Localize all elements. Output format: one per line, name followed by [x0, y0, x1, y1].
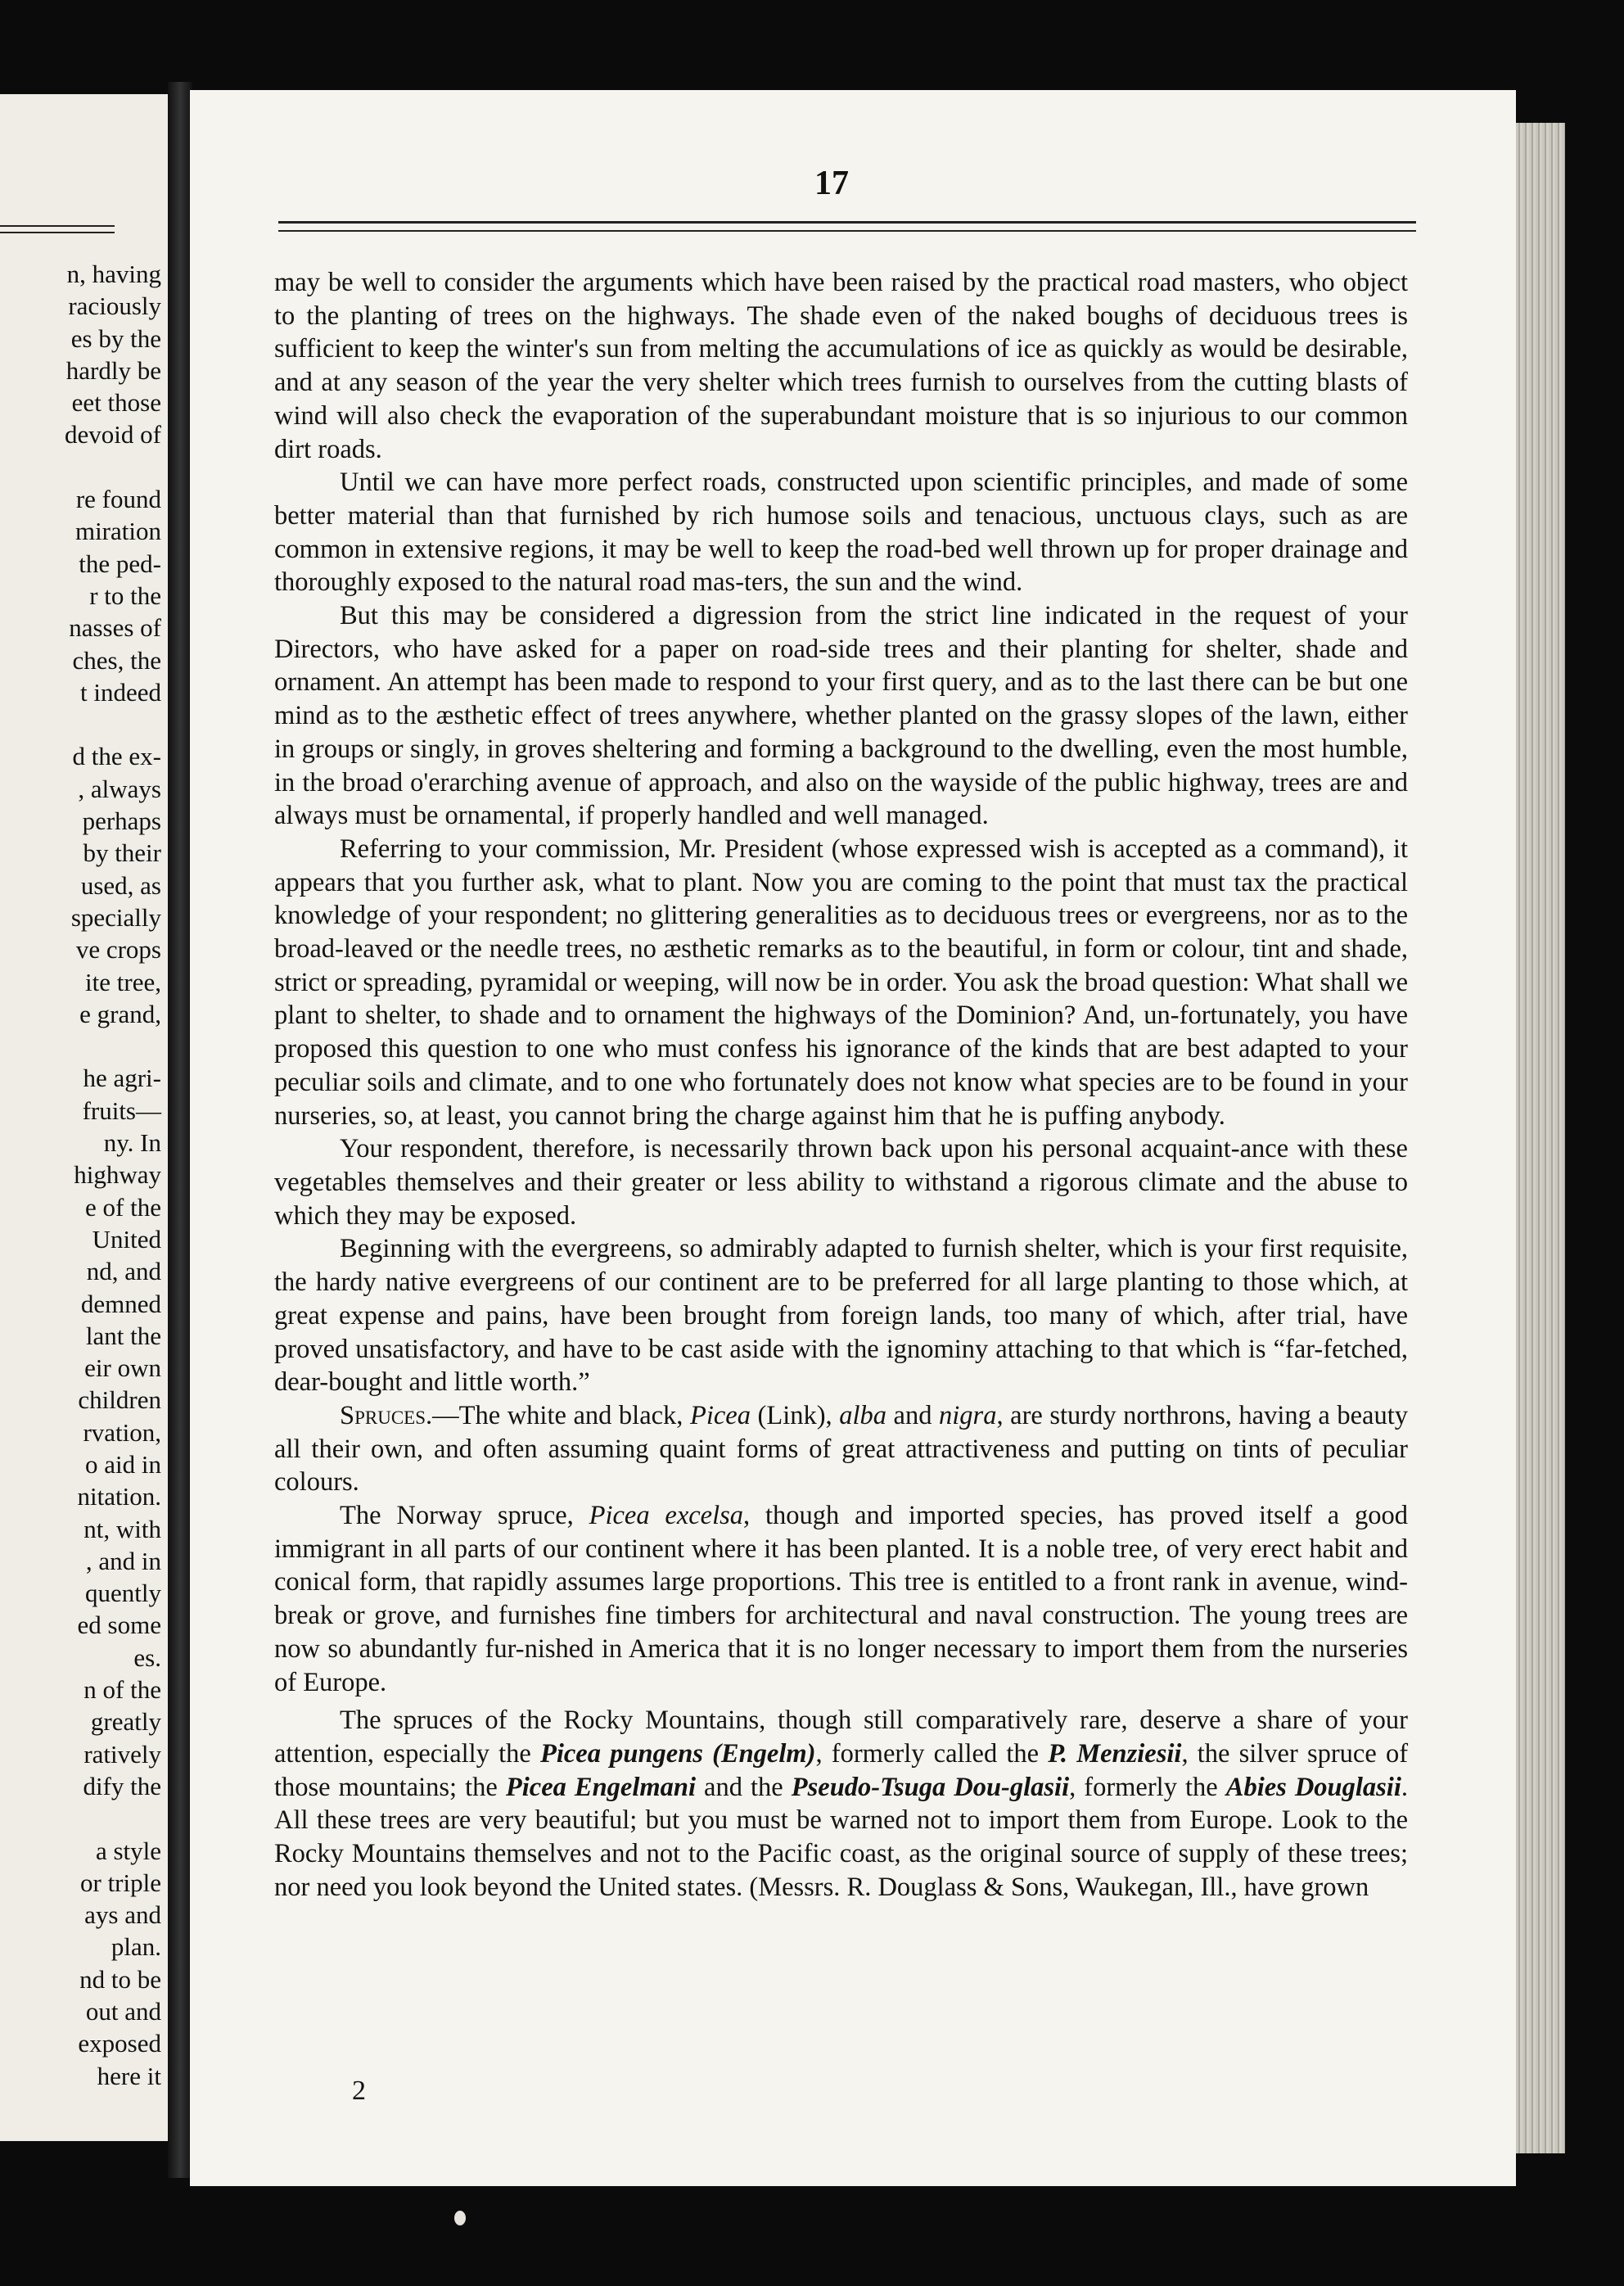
- paragraph-9: [274, 1704, 1408, 1904]
- left-page-line: ed some: [77, 1611, 161, 1640]
- left-page-line: e of the: [85, 1192, 161, 1222]
- species-name: Picea excelsa: [589, 1501, 744, 1531]
- left-page-line: miration: [74, 517, 161, 546]
- left-page-line: eir own: [84, 1353, 161, 1383]
- book-gutter: [168, 82, 192, 2178]
- paragraph-3: But this may be considered a digression from the strict line indicated in the request of your Directors, who have asked for a paper on road-side trees and their planting for shelter, shade and ornament. An attempt has been made to respond to your first query, and as to the last there can be but one mind as to the æsthetic effect of trees anywhere, whether planted on the grassy slopes of the lawn, either in groups or singly, in groves sheltering and forming a background to the dwelling, even the most humble, in the broad o'erarching avenue of approach, and also on the wayside of the public highway, trees are and always must be ornamental, if properly handled and well managed.: [274, 601, 1408, 831]
- species-name: alba: [839, 1400, 886, 1430]
- text-span: and: [886, 1400, 940, 1430]
- left-page-line: he agri-: [83, 1064, 161, 1093]
- paragraph-2: Until we can have more perfect roads, constructed upon scientific principles, and made of some better material than that furnished by rich humose soils and tenacious, unctuous clays, such as are common in extensive regions, it may be well to keep the road-bed well thrown up for proper drainage and thoroughly exposed to the natural road mas-ters, the sun and the wind.: [274, 468, 1408, 598]
- text-span: (Link),: [750, 1400, 840, 1430]
- text-span: The spruces of the Rocky Mountains, though still comparatively rare, deserve a share of your attention, especially the: [274, 1705, 1408, 1769]
- left-page-line: demned: [80, 1289, 161, 1318]
- left-page-line: ite tree,: [85, 967, 161, 996]
- left-page-line: out and: [85, 1997, 161, 2026]
- left-page-line: by their: [83, 838, 161, 868]
- left-page-line: greatly: [90, 1707, 161, 1737]
- left-page-line: n, having: [66, 260, 161, 288]
- left-page-line: r to the: [89, 581, 161, 610]
- stray-mark: [454, 2211, 466, 2225]
- text-span: The Norway spruce,: [340, 1501, 589, 1531]
- paragraph-1: may be well to consider the arguments which have been raised by the practical road masters, who object to the planting of trees on the highways. The shade even of the naked boughs of deciduous trees is sufficient to keep the winter's sun from melting the accumulations of ice as quickly as would be desirable, and at any season of the year the very shelter which trees furnish to ourselves from the cutting blasts of wind will also check the evaporation of the superabundant moisture that is so injurious to our common dirt roads.: [274, 268, 1408, 464]
- left-page-line: [65, 708, 161, 740]
- left-page-line: fruits—: [82, 1096, 161, 1125]
- left-page-line: o aid in: [85, 1449, 161, 1479]
- paragraph-6: Beginning with the evergreens, so admirably adapted to furnish shelter, which is your first requisite, the hardy native evergreens of our continent are to be preferred for all large planting to those which, at great expense and pains, have been brought from foreign lands, too many of which, after trial, have proved unsatisfactory, and have to be cast aside with the ignominy attaching to that which is “far-fetched, dear-bought and little worth.”: [274, 1234, 1408, 1398]
- left-page-line: quently: [85, 1579, 161, 1608]
- left-page-line: exposed: [78, 2029, 161, 2058]
- left-page-line: t indeed: [80, 677, 161, 707]
- left-page-line: re found: [75, 485, 161, 514]
- left-page-line: ve crops: [75, 935, 161, 965]
- left-page-text: [65, 258, 161, 2092]
- left-page-line: nd, and: [86, 1257, 161, 1286]
- left-page-line: eet those: [71, 388, 161, 418]
- left-page-line: ches, the: [72, 645, 161, 675]
- species-name: nigra: [939, 1400, 997, 1430]
- left-page-line: specially: [70, 902, 161, 932]
- text-span: , though and imported species, has proved itself a good immigrant in all parts of our continent where it has been planted. It is a noble tree, of very erect habit and conical form, that rapidly assumes large proportions. This tree is entitled to a front rank in avenue, wind-break or grove, and furnishes fine timbers for architectural and naval construction. The young trees are now so abundantly fur-nished in America that it is no longer necessary to import them from the nurseries of Europe.: [274, 1501, 1409, 1697]
- left-page-line: rvation,: [83, 1417, 161, 1447]
- species-name: Picea: [689, 1400, 751, 1430]
- species-name: P. Menziesii: [1048, 1738, 1182, 1769]
- left-page-line: dify the: [83, 1771, 161, 1800]
- left-page-line: devoid of: [65, 420, 161, 450]
- text-span: —The white and black,: [432, 1400, 690, 1430]
- left-page-line: ny. In: [103, 1128, 161, 1158]
- left-page-line: highway: [74, 1160, 161, 1190]
- left-page-line: children: [78, 1385, 161, 1415]
- text-span: , formerly the: [1069, 1772, 1226, 1802]
- left-page-line: nd to be: [79, 1964, 161, 1994]
- left-page-line: the ped-: [79, 549, 161, 578]
- left-page-line: nt, with: [83, 1514, 161, 1543]
- left-page-line: lant the: [85, 1321, 161, 1350]
- left-page-line: , always: [78, 774, 161, 803]
- left-page-line: , and in: [85, 1546, 161, 1575]
- left-page-rule: [0, 225, 115, 233]
- species-name: Pseudo-Tsuga Dou-glasii: [791, 1772, 1070, 1802]
- species-name: Abies Douglasii: [1225, 1772, 1401, 1802]
- left-page-line: es by the: [70, 323, 161, 353]
- left-page-line: nasses of: [69, 613, 161, 643]
- left-page-line: perhaps: [82, 806, 161, 836]
- left-page-line: d the ex-: [72, 742, 161, 771]
- page-number: 17: [814, 165, 849, 202]
- left-page-line: raciously: [68, 291, 161, 321]
- paragraph-5: Your respondent, therefore, is necessarily thrown back upon his personal acquaint-ance with these vegetables themselves and their greater or less ability to withstand a rigorous climate and the abuse to which they may be exposed.: [274, 1134, 1408, 1231]
- left-page-line: [65, 1802, 161, 1834]
- text-span: . All these trees are very beautiful; but you must be warned not to import them from Europe. Look to the Rocky Mountains themselves and not to the Pacific coast, as the original source of supply of these trees; nor need you look beyond the United states. (Messrs. R. Douglass & Sons, Waukegan, Ill., have grown: [274, 1772, 1408, 1902]
- left-page-line: nitation.: [77, 1482, 161, 1511]
- paragraph-8: [274, 1499, 1408, 1699]
- text-span: , are sturdy northrons, having a beauty all their own, and often assuming quaint forms of great attractiveness and putting on tints of peculiar colours.: [274, 1400, 1408, 1498]
- left-page-line: a style: [95, 1836, 161, 1865]
- paragraph-7: [274, 1399, 1408, 1499]
- left-page-line: e grand,: [79, 999, 161, 1028]
- left-page-line: ratively: [83, 1739, 161, 1769]
- left-page-line: hardly be: [65, 355, 161, 385]
- left-page-line: or triple: [80, 1868, 161, 1897]
- left-page-line: n of the: [83, 1675, 161, 1705]
- signature-mark: 2: [352, 2076, 366, 2106]
- text-span: , the silver spruce of those mountains; the: [274, 1738, 1409, 1802]
- left-page-line: United: [92, 1224, 161, 1254]
- left-page-line: here it: [97, 2061, 161, 2090]
- header-rule: [278, 221, 1416, 232]
- species-name: Picea Engelmani: [505, 1772, 697, 1802]
- text-span: and the: [696, 1772, 792, 1802]
- left-page-line: plan.: [111, 1932, 161, 1962]
- left-page-line: used, as: [80, 870, 161, 900]
- species-name: Picea pungens (Engelm): [539, 1738, 816, 1769]
- text-span: , formerly called the: [815, 1738, 1049, 1769]
- left-page-line: [65, 451, 161, 483]
- section-heading-spruces: Spruces.: [340, 1400, 433, 1430]
- paragraph-4: Referring to your commission, Mr. President (whose expressed wish is accepted as a command), it appears that you further ask, what to plant. Now you are coming to the point that must tax the practical knowledge of your respondent; no glittering generalities as to deciduous trees or evergreens, nor as to the broad-leaved or the needle trees, no æsthetic remarks as to the beautiful, in form or colour, tint and shade, strict or spreading, pyramidal or weeping, will now be in order. You ask the broad question: What shall we plant to shelter, to shade and to ornament the highways of the Dominion? And, un-fortunately, you have proposed this question to one who must confess his ignorance of the kinds that are best adapted to your peculiar soils and climate, and to one who fortunately does not know what species are to be found in your nurseries, so, at least, you cannot bring the charge against him that he is puffing anybody.: [274, 834, 1408, 1131]
- left-page-line: [65, 1030, 161, 1062]
- left-page-line: ays and: [84, 1900, 161, 1930]
- left-page: [0, 94, 173, 2141]
- left-page-line: es.: [133, 1642, 161, 1672]
- page-edges: [1516, 123, 1565, 2153]
- page-body: [274, 266, 1408, 1904]
